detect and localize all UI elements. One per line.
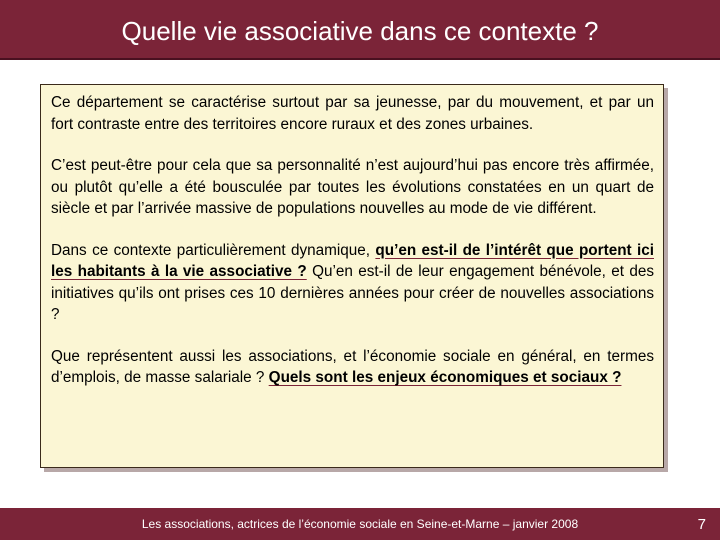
page-number: 7 (697, 516, 706, 533)
footer-bar (0, 508, 720, 540)
paragraph-3-rest: Qu’en est-il de leur engagement bénévole, et des initiatives qu’ils ont prises ces 10 dernières années pour créer de nouvelles associations ? (51, 263, 654, 323)
paragraph-3 (51, 240, 654, 326)
paragraph-4-intro: Que représentent aussi les associations, et l’économie sociale en général, en termes d’emplois, de masse salariale ? (51, 347, 654, 386)
paragraph-4 (51, 346, 654, 389)
content-box (40, 84, 664, 468)
title-bar (0, 0, 720, 60)
paragraph-2: C’est peut-être pour cela que sa personnalité n’est aujourd’hui pas encore très affirmée, ou plutôt qu’elle a été bousculée par toutes les évolutions constatées en un quart de siècle et par l’arrivée massive de populations nouvelles au mode de vie différent. (51, 157, 654, 217)
paragraph-1: Ce département se caractérise surtout par sa jeunesse, par du mouvement, et par un fort contraste entre des territoires encore ruraux et des zones urbaines. (51, 94, 654, 133)
slide-title: Quelle vie associative dans ce contexte ? (121, 16, 599, 46)
footer-caption: Les associations, actrices de l’économie sociale en Seine-et-Marne – janvier 2008 (141, 517, 579, 531)
paragraph-4-question: Quels sont les enjeux économiques et sociaux ? (268, 369, 622, 386)
paragraph-3-question: qu’en est-il de l’intérêt que portent ici les habitants à la vie associative ? (51, 241, 654, 280)
paragraph-3-intro: Dans ce contexte particulièrement dynamique, (51, 241, 376, 259)
